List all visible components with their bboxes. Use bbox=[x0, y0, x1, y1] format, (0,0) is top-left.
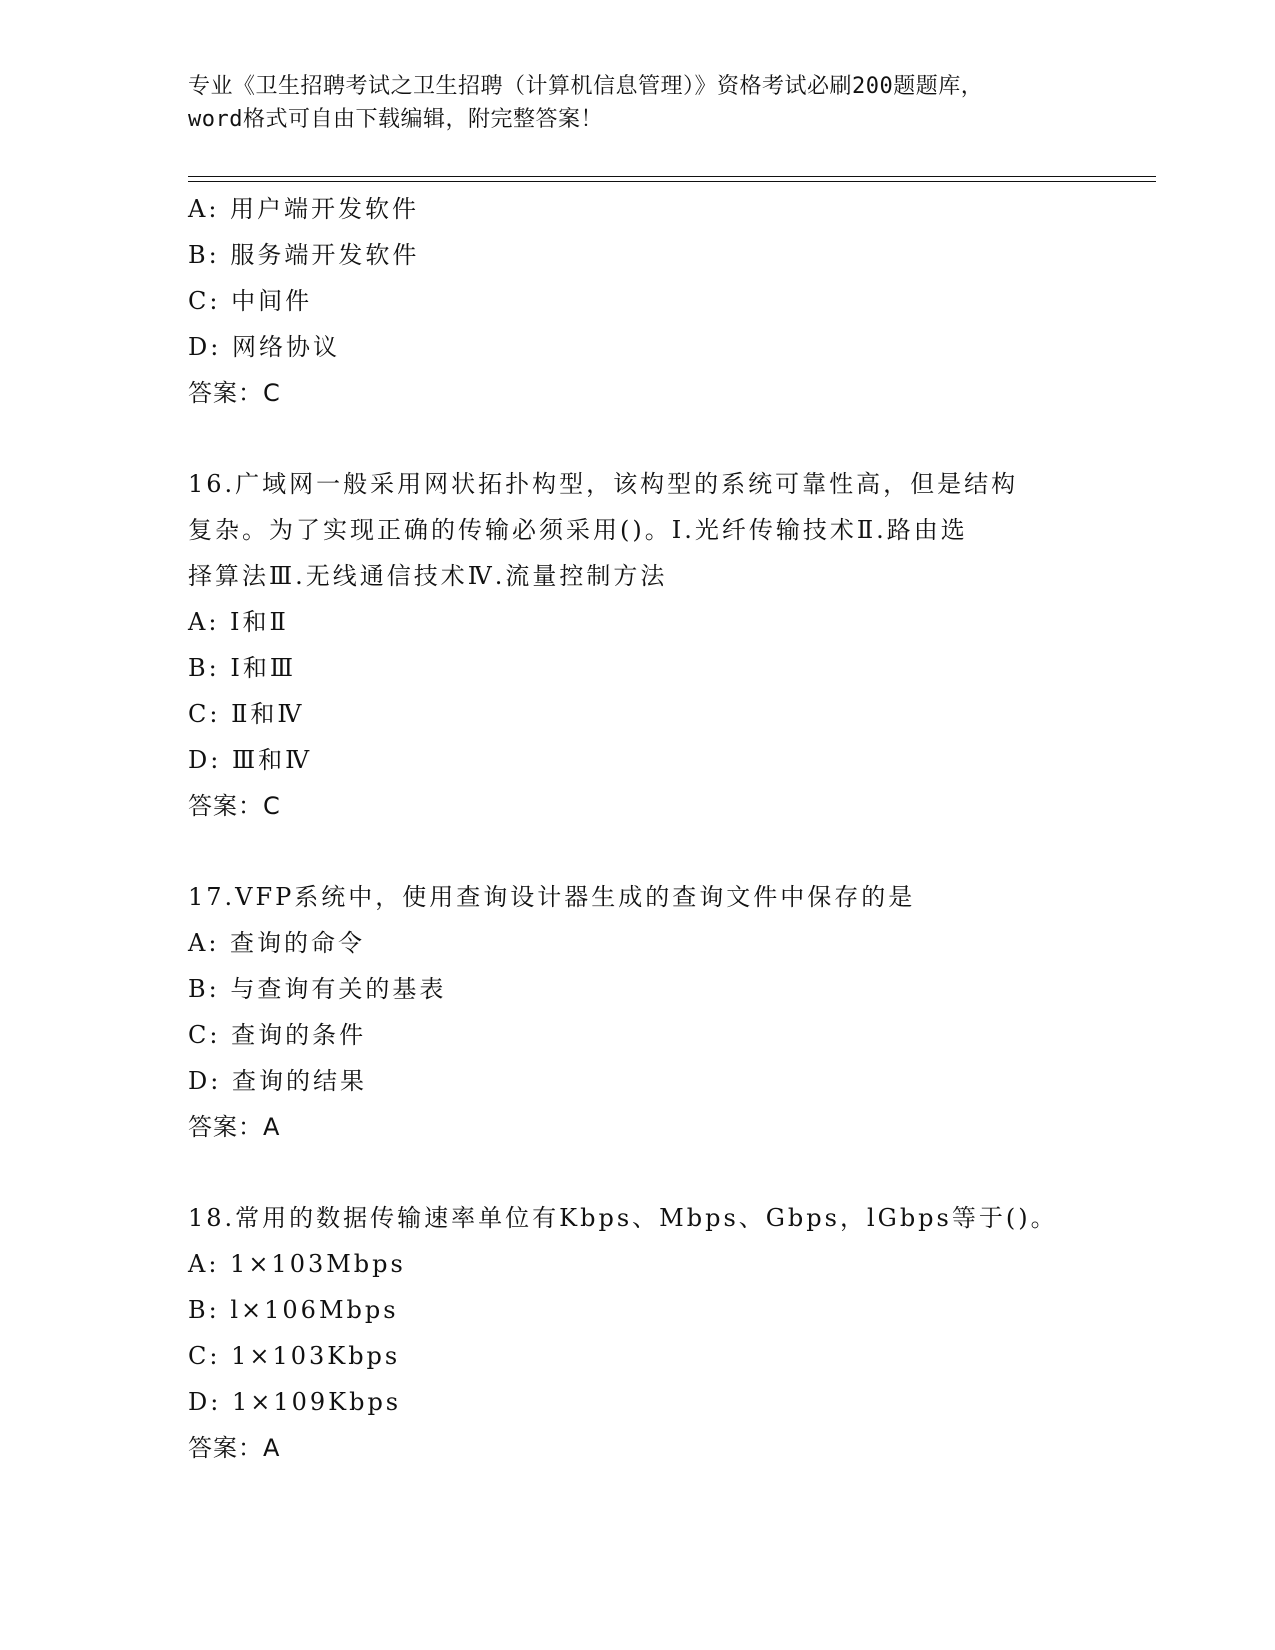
answer: 答案：C bbox=[188, 792, 281, 820]
option-d: D: Ⅲ和Ⅳ bbox=[188, 746, 313, 774]
option-a: A: 查询的命令 bbox=[188, 929, 366, 957]
header-line-2: word格式可自由下载编辑，附完整答案！ bbox=[188, 107, 603, 132]
question-stem-line: 16.广域网一般采用网状拓扑构型，该构型的系统可靠性高，但是结构 bbox=[188, 470, 1019, 498]
option-b: B: 与查询有关的基表 bbox=[188, 975, 447, 1003]
option-c: C: 查询的条件 bbox=[188, 1021, 367, 1049]
question-stem-line: 择算法Ⅲ.无线通信技术Ⅳ.流量控制方法 bbox=[188, 562, 668, 590]
header-rule-top bbox=[188, 176, 1156, 177]
question-stem-line: 复杂。为了实现正确的传输必须采用()。Ⅰ.光纤传输技术Ⅱ.路由选 bbox=[188, 516, 968, 544]
answer: 答案：A bbox=[188, 1434, 281, 1462]
option-c: C: 1×103Kbps bbox=[188, 1342, 401, 1370]
header-line-1: 专业《卫生招聘考试之卫生招聘（计算机信息管理）》资格考试必刷200题题库， bbox=[188, 74, 984, 99]
option-b: B: l×106Mbps bbox=[188, 1296, 399, 1324]
option-d: D: 查询的结果 bbox=[188, 1067, 367, 1095]
question-list bbox=[188, 186, 1088, 1471]
question-17 bbox=[188, 874, 1088, 1150]
option-c: C: 中间件 bbox=[188, 287, 313, 315]
option-a: A: Ⅰ和Ⅱ bbox=[188, 608, 289, 636]
question-16 bbox=[188, 461, 1088, 829]
option-b: B: Ⅰ和Ⅲ bbox=[188, 654, 296, 682]
option-d: D: 1×109Kbps bbox=[188, 1388, 402, 1416]
answer: 答案：C bbox=[188, 379, 281, 407]
option-c: C: Ⅱ和Ⅳ bbox=[188, 700, 305, 728]
question-15 bbox=[188, 186, 1088, 416]
header-rule-bottom bbox=[188, 181, 1156, 182]
question-stem-line: 18.常用的数据传输速率单位有Kbps、Mbps、Gbps，lGbps等于()。 bbox=[188, 1204, 1058, 1232]
option-b: B: 服务端开发软件 bbox=[188, 241, 420, 269]
question-stem-line: 17.VFP系统中，使用查询设计器生成的查询文件中保存的是 bbox=[188, 883, 916, 911]
option-a: A: 用户端开发软件 bbox=[188, 195, 420, 223]
answer: 答案：A bbox=[188, 1113, 281, 1141]
document-header bbox=[188, 70, 1088, 136]
question-18 bbox=[188, 1195, 1088, 1471]
option-d: D: 网络协议 bbox=[188, 333, 340, 361]
option-a: A: 1×103Mbps bbox=[188, 1250, 406, 1278]
